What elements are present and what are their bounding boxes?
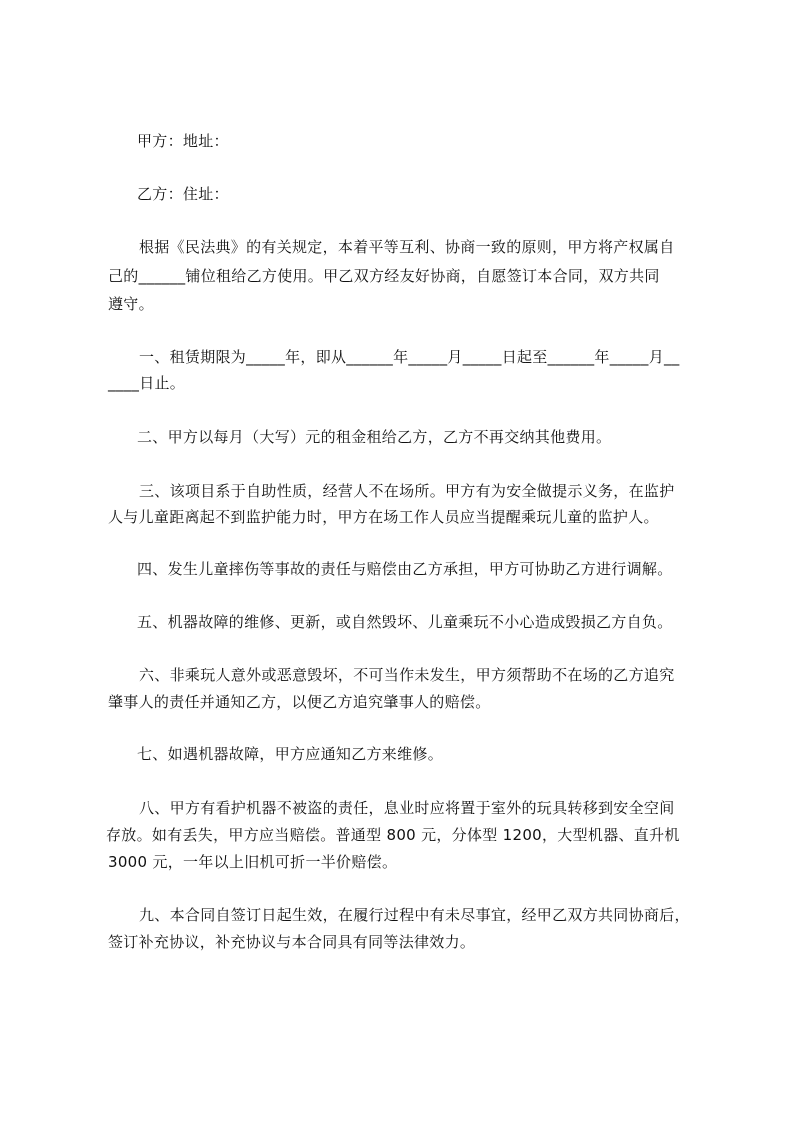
clause-1-line-1: 一、租赁期限为_____年，即从______年_____月_____日起至______年_____月__ (139, 348, 680, 366)
intro-line-3: 遵守。 (108, 295, 154, 313)
clause-8-line-1: 八、甲方有看护机器不被盗的责任，息业时应将置于室外的玩具转移到安全空间 (139, 799, 675, 817)
clause-6-line-1: 六、非乘玩人意外或恶意毁坏，不可当作未发生，甲方须帮助不在场的乙方追究 (139, 666, 675, 684)
clause-3-line-1: 三、该项目系于自助性质，经营人不在场所。甲方有为安全做提示义务，在监护 (139, 482, 675, 500)
party-a-line: 甲方：地址： (137, 132, 229, 150)
clause-3-line-2: 人与儿童距离起不到监护能力时，甲方在场工作人员应当提醒乘玩儿童的监护人。 (108, 508, 659, 526)
party-b-line: 乙方：住址： (137, 185, 229, 203)
clause-5-line-1: 五、机器故障的维修、更新，或自然毁坏、儿童乘玩不小心造成毁损乙方自负。 (137, 613, 673, 631)
clause-2-line-1: 二、甲方以每月（大写）元的租金租给乙方，乙方不再交纳其他费用。 (137, 428, 612, 446)
clause-6-line-2: 肇事人的责任并通知乙方，以便乙方追究肇事人的赔偿。 (108, 693, 491, 711)
clause-9-line-1: 九、本合同自签订日起生效，在履行过程中有未尽事宜，经甲乙双方共同协商后， (139, 906, 690, 924)
clause-4-line-1: 四、发生儿童摔伤等事故的责任与赔偿由乙方承担，甲方可协助乙方进行调解。 (137, 560, 673, 578)
clause-8-line-3: 3000 元，一年以上旧机可折一半价赔偿。 (108, 853, 398, 871)
clause-1-line-2: ____日止。 (108, 374, 186, 392)
clause-9-line-2: 签订补充协议，补充协议与本合同具有同等法律效力。 (108, 933, 476, 951)
clause-7-line-1: 七、如遇机器故障，甲方应通知乙方来维修。 (137, 745, 444, 763)
intro-line-1: 根据《民法典》的有关规定，本着平等互利、协商一致的原则，甲方将产权属自 (139, 238, 675, 256)
clause-8-line-2: 存放。如有丢失，甲方应当赔偿。普通型 800 元，分体型 1200，大型机器、直升机 (106, 826, 680, 844)
intro-line-2: 己的______铺位租给乙方使用。甲乙双方经友好协商，自愿签订本合同，双方共同 (108, 267, 660, 285)
